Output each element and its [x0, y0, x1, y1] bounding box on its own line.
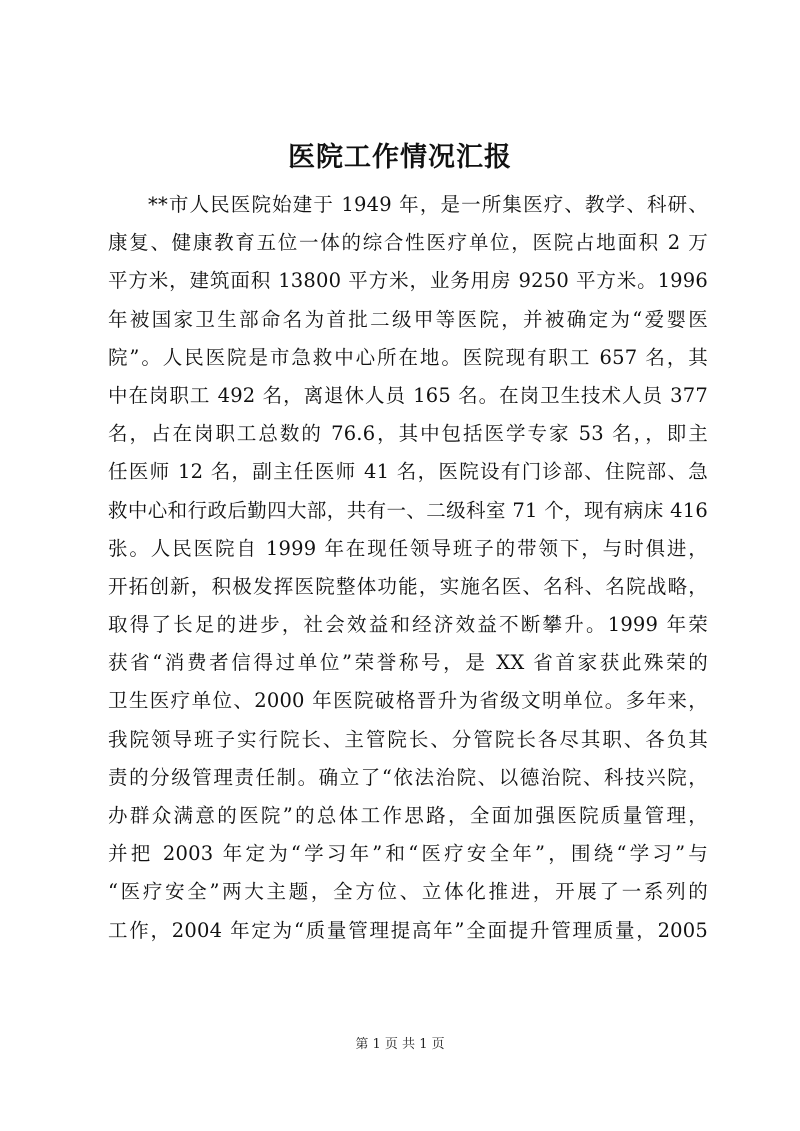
body-line: “医疗安全”两大主题，全方位、立体化推进，开展了一系列的: [108, 880, 708, 904]
body-line: 办群众满意的医院”的总体工作思路，全面加强医院质量管理，: [108, 804, 708, 827]
document-title: 医院工作情况汇报: [288, 142, 512, 173]
document-body: [108, 186, 708, 950]
body-line: 取得了长足的进步，社会效益和经济效益不断攀升。1999 年荣: [108, 613, 708, 637]
body-line: 责的分级管理责任制。确立了“依法治院、以德治院、科技兴院，: [108, 765, 708, 789]
body-line: 平方米，建筑面积 13800 平方米，业务用房 9250 平方米。1996: [108, 269, 708, 293]
body-line: 院”。人民医院是市急救中心所在地。医院现有职工 657 名，其: [108, 345, 708, 369]
body-line: 并把 2003 年定为“学习年”和“医疗安全年”，围绕“学习”与: [108, 842, 708, 866]
body-line: 中在岗职工 492 名，离退休人员 165 名。在岗卫生技术人员 377: [108, 383, 708, 407]
body-line: 工作，2004 年定为“质量管理提高年”全面提升管理质量，2005: [108, 918, 708, 942]
body-line: 任医师 12 名，副主任医师 41 名，医院设有门诊部、住院部、急: [108, 460, 708, 484]
body-line: 救中心和行政后勤四大部，共有一、二级科室 71 个，现有病床 416: [108, 498, 708, 522]
body-line: 我院领导班子实行院长、主管院长、分管院长各尽其职、各负其: [108, 727, 708, 751]
body-line: 开拓创新，积极发挥医院整体功能，实施名医、名科、名院战略，: [108, 574, 708, 598]
body-line: 年被国家卫生部命名为首批二级甲等医院，并被确定为“爱婴医: [108, 307, 708, 331]
page-footer: 第 1 页 共 1 页: [355, 1037, 445, 1052]
body-line: **市人民医院始建于 1949 年，是一所集医疗、教学、科研、: [148, 193, 708, 216]
body-line: 获省“消费者信得过单位”荣誉称号，是 XX 省首家获此殊荣的: [108, 651, 708, 675]
body-line: 张。人民医院自 1999 年在现任领导班子的带领下，与时俱进，: [108, 536, 708, 560]
body-line: 名，占在岗职工总数的 76.6，其中包括医学专家 53 名，，即主: [108, 422, 708, 446]
body-line: 康复、健康教育五位一体的综合性医疗单位，医院占地面积 2 万: [108, 231, 708, 255]
body-line: 卫生医疗单位、2000 年医院破格晋升为省级文明单位。多年来，: [108, 689, 708, 713]
